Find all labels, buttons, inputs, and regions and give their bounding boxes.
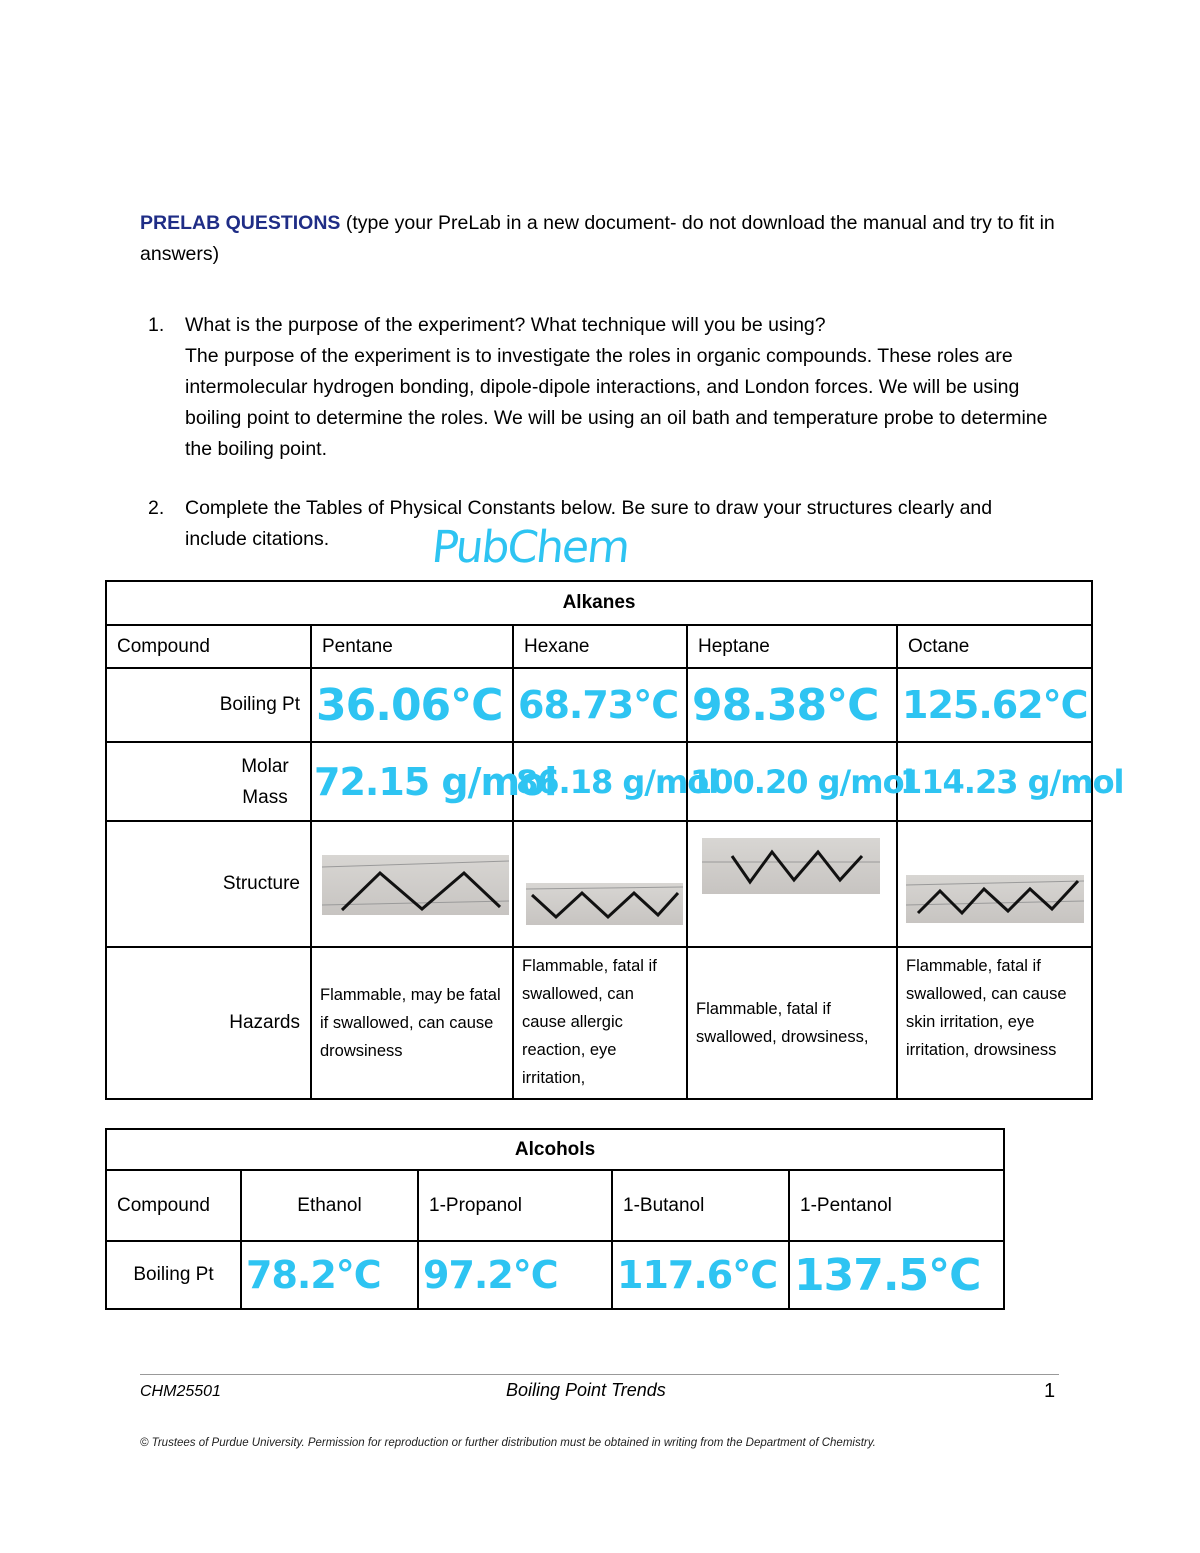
alcohols-title: Alcohols bbox=[106, 1129, 1004, 1170]
prelab-instruction: (type your PreLab in a new document- do not download the manual and try to fit in answers) bbox=[140, 212, 1055, 265]
alcohols-table bbox=[105, 1128, 1005, 1310]
alkanes-table bbox=[105, 580, 1124, 1100]
column-header: Compound bbox=[106, 1170, 241, 1241]
column-header: 1-Butanol bbox=[612, 1170, 789, 1241]
question-text: What is the purpose of the experiment? What technique will you be using? bbox=[185, 314, 826, 336]
boiling-point-value: 36.06°C bbox=[311, 668, 513, 742]
answer-text: The purpose of the experiment is to investigate the roles in organic compounds. These roles are intermolecular hydrogen bonding, dipole-dipole interactions, and London forces. We will be using boiling point to determine the roles. We will be using an oil bath and temperature probe to determine the boiling point. bbox=[185, 345, 1048, 460]
hazard-text: Flammable, may be fatal if swallowed, can cause drowsiness bbox=[311, 947, 513, 1099]
question-number: 1. bbox=[148, 314, 165, 336]
boiling-point-value: 125.62°C bbox=[897, 668, 1092, 742]
boiling-point-value: 137.5°C bbox=[789, 1241, 1004, 1309]
question-text: Complete the Tables of Physical Constants below. Be sure to draw your structures clearly and include citations. bbox=[185, 497, 993, 550]
row-label-text: Molar Mass bbox=[241, 755, 289, 808]
molar-mass-value: 86.18 g/mol bbox=[513, 742, 687, 821]
footer-page-number: 1 bbox=[1044, 1380, 1056, 1402]
column-header: Compound bbox=[106, 625, 311, 668]
molar-mass-value: 72.15 g/mol bbox=[311, 742, 513, 821]
row-label-hazards: Hazards bbox=[106, 947, 311, 1099]
boiling-point-value: 68.73°C bbox=[513, 668, 687, 742]
boiling-point-value: 97.2°C bbox=[418, 1241, 612, 1309]
column-header: 1-Propanol bbox=[418, 1170, 612, 1241]
footer-course: CHM25501 bbox=[140, 1383, 221, 1400]
prelab-intro bbox=[140, 208, 1060, 270]
heptane-zigzag-icon bbox=[702, 838, 880, 894]
row-label-boiling: Boiling Pt bbox=[106, 1241, 241, 1309]
structure-cell bbox=[897, 821, 1092, 947]
structure-cell bbox=[311, 821, 513, 947]
question-number: 2. bbox=[148, 497, 165, 519]
molar-mass-value: 114.23 g/mol bbox=[897, 742, 1092, 821]
column-header: Ethanol bbox=[241, 1170, 418, 1241]
octane-zigzag-icon bbox=[906, 875, 1084, 923]
column-header: Hexane bbox=[513, 625, 687, 668]
boiling-point-value: 98.38°C bbox=[687, 668, 897, 742]
hazard-text: Flammable, fatal if swallowed, drowsiness, bbox=[687, 947, 897, 1099]
hexane-zigzag-icon bbox=[526, 883, 683, 925]
question-1 bbox=[148, 310, 1048, 465]
hazard-text: Flammable, fatal if swallowed, can cause skin irritation, eye irritation, drowsiness bbox=[897, 947, 1092, 1099]
column-header: Heptane bbox=[687, 625, 897, 668]
boiling-point-value: 78.2°C bbox=[241, 1241, 418, 1309]
column-header: Octane bbox=[897, 625, 1092, 668]
structure-cell bbox=[513, 821, 687, 947]
molar-mass-value: 100.20 g/mol bbox=[687, 742, 897, 821]
handwritten-citation: PubChem bbox=[429, 522, 631, 573]
row-label-boiling: Boiling Pt bbox=[106, 668, 311, 742]
hazard-text: Flammable, fatal if swallowed, can cause allergic reaction, eye irritation, bbox=[513, 947, 687, 1099]
footer-copyright: © Trustees of Purdue University. Permission for reproduction or further distribution must be obtained in writing from the Department of Chemistry. bbox=[140, 1437, 876, 1449]
pentane-zigzag-icon bbox=[322, 855, 509, 915]
footer-title: Boiling Point Trends bbox=[506, 1380, 666, 1400]
structure-cell bbox=[687, 821, 897, 947]
alkanes-title: Alkanes bbox=[106, 581, 1092, 625]
boiling-point-value: 117.6°C bbox=[612, 1241, 789, 1309]
row-label-molar-mass bbox=[106, 742, 311, 821]
column-header: 1-Pentanol bbox=[789, 1170, 1004, 1241]
footer-divider bbox=[140, 1374, 1059, 1375]
row-label-structure: Structure bbox=[106, 821, 311, 947]
prelab-heading: PRELAB QUESTIONS bbox=[140, 212, 341, 234]
column-header: Pentane bbox=[311, 625, 513, 668]
